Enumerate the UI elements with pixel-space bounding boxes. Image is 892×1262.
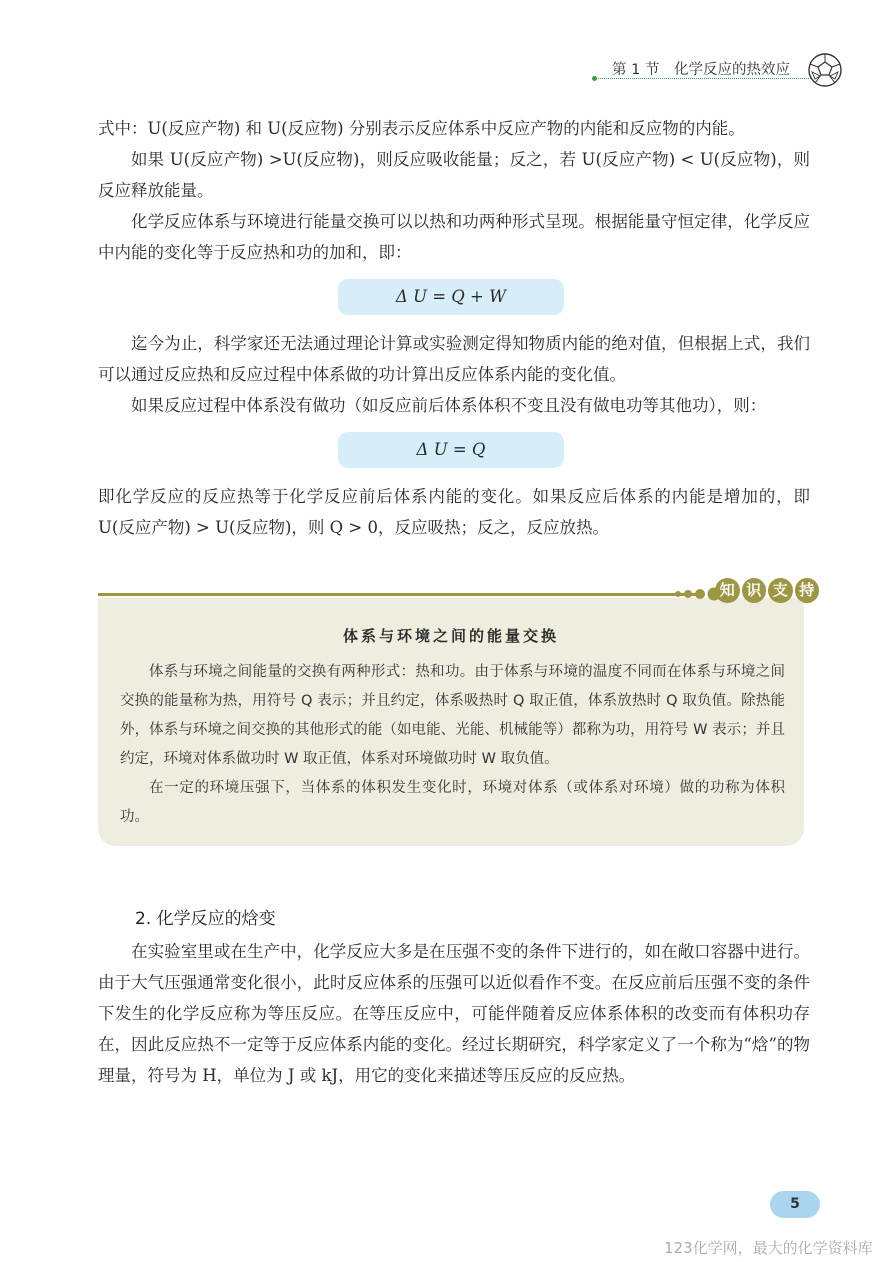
label-char: 知 xyxy=(715,578,740,603)
page-number-badge: 5 xyxy=(770,1191,820,1218)
section-heading: 2. 化学反应的焓变 xyxy=(135,909,276,929)
paragraph-internal-energy: 迄今为止，科学家还无法通过理论计算或实验测定得知物质内能的绝对值，但根据上式，我们可以通过反应热和反应过程中体系做的功计算出反应体系内能的变化值。 xyxy=(98,334,810,384)
label-char: 支 xyxy=(768,578,793,603)
paragraph-reaction-heat: 即化学反应的反应热等于化学反应前后体系内能的变化。如果反应后体系的内能是增加的，即 U(反应产物) > U(反应物)，则 Q > 0，反应吸热；反之，反应放热。 xyxy=(98,487,810,537)
watermark: 123化学网，最大的化学资料库 xyxy=(664,1239,873,1257)
paragraph-energy-condition: 如果 U(反应产物) >U(反应物)，则反应吸收能量；反之，若 U(反应产物) < U(反应物)，则反应释放能量。 xyxy=(98,150,810,200)
knowledge-box-paragraph-2: 在一定的环境压强下，当体系的体积发生变化时，环境对体系（或体系对环境）做的功称为体积功。 xyxy=(120,780,785,825)
knowledge-box-label xyxy=(715,578,819,608)
fullerene-icon xyxy=(807,52,843,88)
paragraph-enthalpy: 在实验室里或在生产中，化学反应大多是在压强不变的条件下进行的，如在敞口容器中进行。由于大气压强通常变化很小，此时反应体系的压强可以近似看作不变。在反应前后压强不变的条件下发生的化学反应称为等压反应。在等压反应中，可能伴随着反应体系体积的改变而有体积功存在，因此反应热不一定等于反应体系内能的变化。经过长期研究，科学家定义了一个称为“焓”的物理量，符号为 H，单位为 J 或 kJ，用它的变化来描述等压反应的反应热。 xyxy=(98,942,810,1085)
label-char: 持 xyxy=(795,578,820,603)
knowledge-box-paragraph-1: 体系与环境之间能量的交换有两种形式：热和功。由于体系与环境的温度不同而在体系与环境之间交换的能量称为热，用符号 Q 表示；并且约定，体系吸热时 Q 取正值，体系放热时 Q 取负值。除热能外，体系与环境之间交换的其他形式的能（如电能、光能、机械能等）都称为功，用符号 W 表示；并且约定，环境对体系做功时 W 取正值，体系对环境做功时 W 取负值。 xyxy=(120,664,785,767)
paragraph-intro: 式中：U(反应产物) 和 U(反应物) 分别表示反应体系中反应产物的内能和反应物的内能。 xyxy=(98,119,745,138)
formula-delta-u-q: Δ U = Q xyxy=(338,432,564,468)
paragraph-no-work: 如果反应过程中体系没有做功（如反应前后体系体积不变且没有做电功等其他功），则： xyxy=(131,396,767,415)
page-header xyxy=(560,48,860,92)
paragraph-energy-exchange: 化学反应体系与环境进行能量交换可以以热和功两种形式呈现。根据能量守恒定律，化学反应中内能的变化等于反应热和功的加和，即： xyxy=(98,212,810,262)
knowledge-box-heading: 体系与环境之间的能量交换 xyxy=(342,627,559,645)
section-header-title: 第 1 节 化学反应的热效应 xyxy=(612,62,790,78)
knowledge-box-rule xyxy=(98,593,703,596)
label-char: 识 xyxy=(742,578,767,603)
formula-delta-u-q-w: Δ U = Q + W xyxy=(338,279,564,315)
